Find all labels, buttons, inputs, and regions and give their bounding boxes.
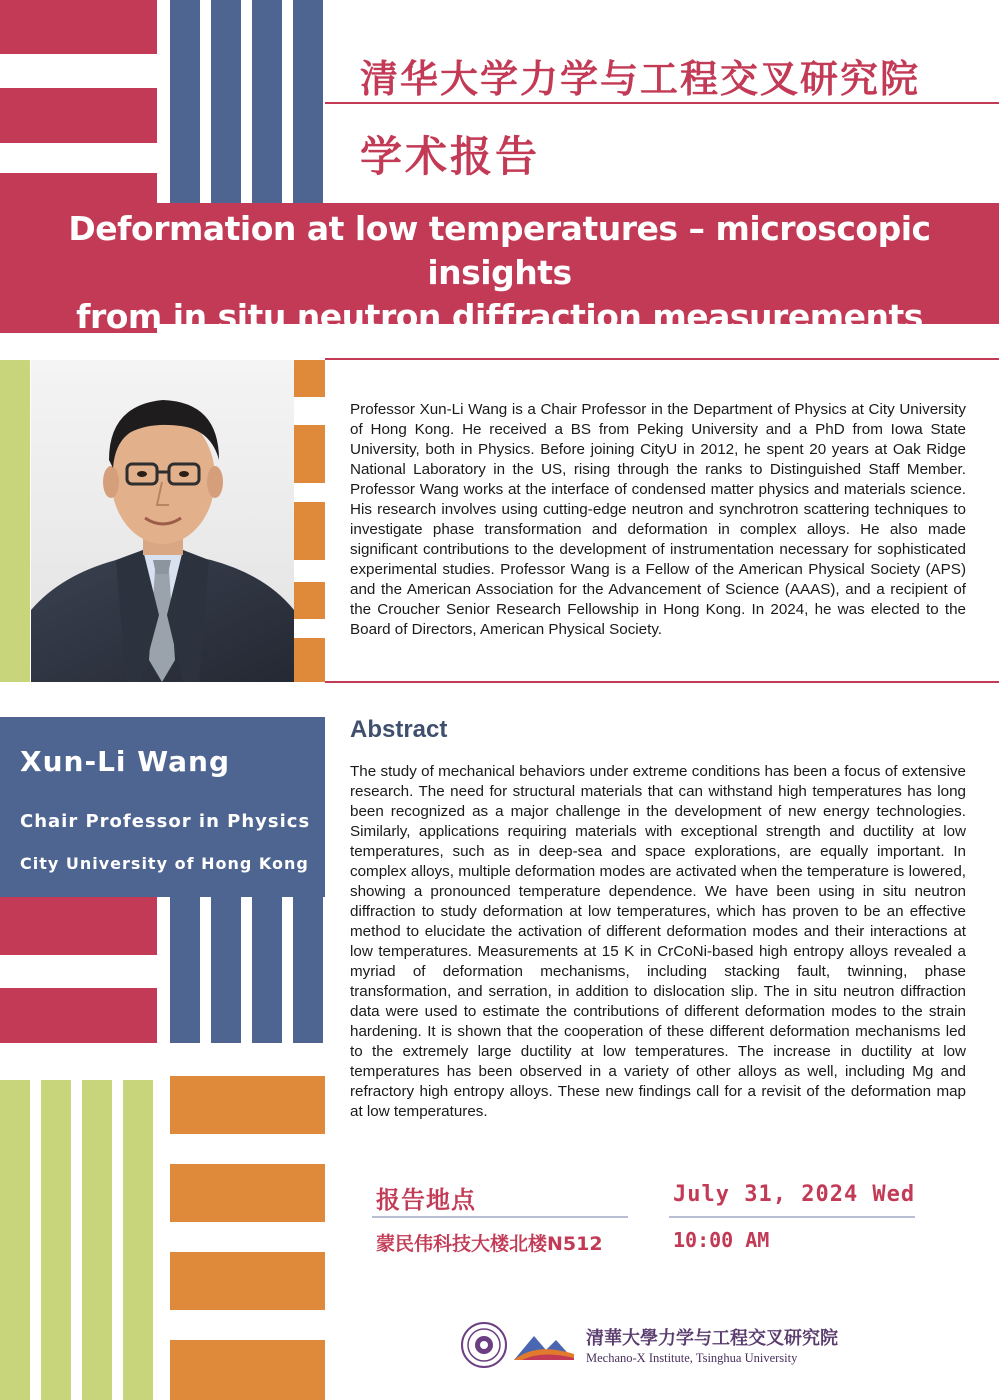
event-time: 10:00 AM <box>673 1228 770 1252</box>
speaker-portrait <box>31 360 294 682</box>
abstract-body: The study of mechanical behaviors under extreme conditions has been a focus of extensive research. The need for structural materials that can withstand high temperatures has long been recognized as a major challenge in the development of new energy technologies. Similarly, applications requiring materials with exceptional strength and ductility at low temperatures, such as in deep-sea and space explorations, are equally important. In complex alloys, multiple deformation modes are activated when the temperature is lowered, showing a pronounced temperature dependence. We have been using in situ neutron diffraction to study deformation at low temperatures, which has proven to be an effective method to elucidate the activation of different deformation modes and their interactions at low temperatures. Measurements at 15 K in CrCoNi-based high entropy alloys revealed a myriad of deformation mechanisms, including stacking fault, twinning, phase transformation, and serration, in addition to dislocation slip. The in situ neutron diffraction data were used to estimate the contributions of different deformation modes to the strain hardening. It is shown that the cooperation of these different deformation mechanisms led to the extremely large ductility at low temperatures. The increase in ductility at low temperatures has been observed in a variety of other alloys as well, including Mg and refractory high entropy alloys. These new findings call for a revisit of the deformation map at low temperatures. <box>350 763 966 1120</box>
speaker-name: Xun-Li Wang <box>20 745 231 778</box>
talk-title-line-2: from in situ neutron diffraction measurements <box>76 297 923 336</box>
mountain-logo-icon <box>512 1328 576 1364</box>
abstract-heading: Abstract <box>350 716 448 743</box>
speaker-position: Chair Professor in Physics <box>20 811 311 832</box>
talk-title <box>0 207 999 339</box>
report-label: 学术报告 <box>360 132 541 181</box>
location-divider <box>372 1216 628 1218</box>
talk-title-line-1: Deformation at low temperatures – microscopic insights <box>68 209 931 292</box>
date-divider <box>669 1216 915 1218</box>
tsinghua-seal-icon <box>461 1322 507 1368</box>
speaker-affiliation: City University of Hong Kong <box>20 854 309 873</box>
location-value: 蒙民伟科技大楼北楼N512 <box>376 1233 603 1255</box>
footer-logo-cn: 清華大學力学与工程交叉研究院 <box>586 1328 838 1349</box>
footer-logo-en: Mechano-X Institute, Tsinghua University <box>586 1351 798 1365</box>
location-label: 报告地点 <box>376 1186 476 1214</box>
speaker-bio: Professor Xun-Li Wang is a Chair Professor in the Department of Physics at City University of Hong Kong. He received a BS from Peking University and a PhD from Iowa State University, both in Physics. Before joining CityU in 2012, he spent 20 years at Oak Ridge National Laboratory in the US, rising through the ranks to Distinguished Staff Member. Professor Wang works at the interface of condensed matter physics and materials science. His research involves using cutting-edge neutron and synchrotron scattering techniques to investigate phase transformation and deformation in complex alloys. He also made significant contributions to the development of instrumentation necessary for sophisticated experimental studies. Professor Wang is a Fellow of the American Physical Society (APS) and the American Association for the Advancement of Science (AAAS), and a recipient of the Croucher Senior Research Fellowship in Hong Kong. In 2024, he was elected to the Board of Directors, American Physical Society. <box>350 401 966 638</box>
event-date: July 31, 2024 Wed <box>673 1182 916 1207</box>
institute-title: 清华大学力学与工程交叉研究院 <box>360 57 921 101</box>
